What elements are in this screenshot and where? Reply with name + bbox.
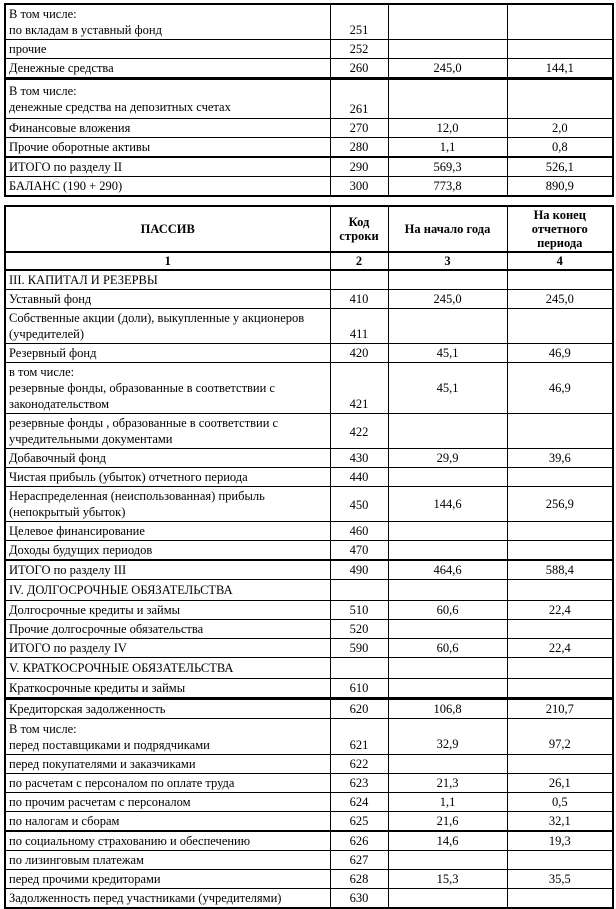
table-row bbox=[5, 774, 613, 793]
row-code-cell: 411 bbox=[330, 309, 388, 344]
table-row bbox=[5, 157, 613, 177]
row-label-cell bbox=[5, 719, 330, 755]
row-value-end-cell bbox=[507, 4, 613, 40]
header-line-code: Код строки bbox=[330, 206, 388, 252]
row-label-cell bbox=[5, 4, 330, 40]
row-label-cell bbox=[5, 774, 330, 793]
row-label-line: В том числе: bbox=[9, 84, 77, 98]
row-value-begin-cell bbox=[388, 522, 507, 541]
row-code-cell: 261 bbox=[330, 79, 388, 119]
row-label-line: V. КРАТКОСРОЧНЫЕ ОБЯЗАТЕЛЬСТВА bbox=[9, 661, 234, 675]
row-label-cell bbox=[5, 40, 330, 59]
row-code-cell: 622 bbox=[330, 755, 388, 774]
table-row bbox=[5, 755, 613, 774]
row-label-cell bbox=[5, 639, 330, 658]
row-code-cell: 251 bbox=[330, 4, 388, 40]
row-label-line: Целевое финансирование bbox=[9, 524, 145, 538]
table-row bbox=[5, 468, 613, 487]
row-value-begin-cell: 464,6 bbox=[388, 560, 507, 580]
table-row bbox=[5, 119, 613, 138]
row-label-cell bbox=[5, 699, 330, 719]
table-row bbox=[5, 4, 613, 40]
row-value-begin-cell bbox=[388, 658, 507, 679]
row-label-line: Добавочный фонд bbox=[9, 451, 107, 465]
row-label-line: по лизинговым платежам bbox=[9, 853, 144, 867]
row-label-line: Кредиторская задолженность bbox=[9, 702, 166, 716]
row-value-end-cell: 0,5 bbox=[507, 793, 613, 812]
row-label-line: Собственные акции (доли), выкупленные у акционеров bbox=[9, 311, 305, 325]
row-label-line: Задолженность перед участниками (учредителями) bbox=[9, 891, 282, 905]
row-label-line: III. КАПИТАЛ И РЕЗЕРВЫ bbox=[9, 273, 158, 287]
row-code-cell: 290 bbox=[330, 157, 388, 177]
row-value-begin-cell: 29,9 bbox=[388, 449, 507, 468]
row-value-end-cell bbox=[507, 522, 613, 541]
row-label-cell bbox=[5, 290, 330, 309]
row-label-line: Чистая прибыль (убыток) отчетного периода bbox=[9, 470, 248, 484]
table-row bbox=[5, 601, 613, 620]
row-code-cell: 252 bbox=[330, 40, 388, 59]
row-value-end-cell bbox=[507, 40, 613, 59]
row-code-cell: 420 bbox=[330, 344, 388, 363]
table-row bbox=[5, 344, 613, 363]
row-value-begin-cell bbox=[388, 468, 507, 487]
table-row bbox=[5, 177, 613, 197]
table-row bbox=[5, 870, 613, 889]
table-row bbox=[5, 290, 613, 309]
table-row bbox=[5, 522, 613, 541]
row-label-cell bbox=[5, 138, 330, 158]
row-value-end-cell: 2,0 bbox=[507, 119, 613, 138]
row-code-cell: 490 bbox=[330, 560, 388, 580]
row-value-end-cell: 26,1 bbox=[507, 774, 613, 793]
row-label-line: по налогам и сборам bbox=[9, 814, 120, 828]
row-value-end-cell: 144,1 bbox=[507, 59, 613, 79]
row-label-line: В том числе: bbox=[9, 721, 77, 736]
row-label-line: Прочие долгосрочные обязательства bbox=[9, 622, 204, 636]
row-value-begin-cell: 14,6 bbox=[388, 831, 507, 851]
row-label-line: законодательством bbox=[9, 397, 110, 411]
row-value-begin-cell: 1,1 bbox=[388, 138, 507, 158]
table-row bbox=[5, 309, 613, 344]
row-code-cell: 623 bbox=[330, 774, 388, 793]
row-value-end-cell: 22,4 bbox=[507, 639, 613, 658]
row-label-cell bbox=[5, 344, 330, 363]
row-value-begin-cell bbox=[388, 755, 507, 774]
row-value-begin-cell: 569,3 bbox=[388, 157, 507, 177]
assets-table-fragment bbox=[4, 3, 614, 197]
row-label-line: прочие bbox=[9, 42, 47, 56]
row-value-begin-cell: 144,6 bbox=[388, 487, 507, 522]
row-value-end-cell bbox=[507, 79, 613, 119]
row-label-cell bbox=[5, 157, 330, 177]
header-begin-of-year: На начало года bbox=[388, 206, 507, 252]
header-passiv: ПАССИВ bbox=[5, 206, 330, 252]
table-row bbox=[5, 487, 613, 522]
row-value-end-cell bbox=[507, 541, 613, 561]
row-label-cell bbox=[5, 522, 330, 541]
row-value-end-cell bbox=[507, 414, 613, 449]
row-code-cell bbox=[330, 658, 388, 679]
row-value-end-cell: 19,3 bbox=[507, 831, 613, 851]
row-label-cell bbox=[5, 755, 330, 774]
row-label-cell bbox=[5, 831, 330, 851]
row-label-line: Нераспределенная (неиспользованная) прибыль bbox=[9, 489, 265, 503]
row-code-cell bbox=[330, 270, 388, 290]
table-row bbox=[5, 831, 613, 851]
row-label-line: по вкладам в уставный фонд bbox=[9, 23, 162, 37]
row-label-cell bbox=[5, 580, 330, 601]
row-label-line: перед поставщиками и подрядчиками bbox=[9, 737, 210, 752]
table-row bbox=[5, 699, 613, 719]
row-label-cell bbox=[5, 309, 330, 344]
table-row bbox=[5, 620, 613, 639]
row-label-cell bbox=[5, 620, 330, 639]
row-label-cell bbox=[5, 177, 330, 197]
row-label-line: Прочие оборотные активы bbox=[9, 140, 151, 154]
row-code-cell: 520 bbox=[330, 620, 388, 639]
row-code-cell: 280 bbox=[330, 138, 388, 158]
row-label-line: Денежные средства bbox=[9, 61, 114, 75]
row-code-cell: 621 bbox=[330, 719, 388, 755]
row-code-cell: 270 bbox=[330, 119, 388, 138]
row-value-end-cell bbox=[507, 679, 613, 699]
row-label-line: Краткосрочные кредиты и займы bbox=[9, 681, 186, 695]
row-code-cell: 625 bbox=[330, 812, 388, 832]
row-code-cell: 460 bbox=[330, 522, 388, 541]
row-value-end-cell bbox=[507, 755, 613, 774]
table-row bbox=[5, 889, 613, 909]
table-row bbox=[5, 793, 613, 812]
row-label-cell bbox=[5, 541, 330, 561]
row-label-line: Доходы будущих периодов bbox=[9, 543, 153, 557]
row-label-line: по расчетам с персоналом по оплате труда bbox=[9, 776, 235, 790]
row-value-begin-cell: 60,6 bbox=[388, 639, 507, 658]
row-label-line: IV. ДОЛГОСРОЧНЫЕ ОБЯЗАТЕЛЬСТВА bbox=[9, 583, 233, 597]
column-number-1: 1 bbox=[5, 252, 330, 270]
row-value-end-cell: 46,9 bbox=[507, 344, 613, 363]
row-label-line: Уставный фонд bbox=[9, 292, 92, 306]
row-code-cell: 630 bbox=[330, 889, 388, 909]
row-value-begin-cell: 45,1 bbox=[388, 344, 507, 363]
row-label-cell bbox=[5, 59, 330, 79]
header-end-of-period: На конец отчетного периода bbox=[507, 206, 613, 252]
row-code-cell: 626 bbox=[330, 831, 388, 851]
row-label-line: по социальному страхованию и обеспечению bbox=[9, 834, 251, 848]
column-number-3: 3 bbox=[388, 252, 507, 270]
row-value-begin-cell bbox=[388, 679, 507, 699]
row-label-cell bbox=[5, 363, 330, 414]
row-label-line: (непокрытый убыток) bbox=[9, 505, 126, 519]
row-label-cell bbox=[5, 601, 330, 620]
row-value-end-cell: 22,4 bbox=[507, 601, 613, 620]
row-code-cell: 620 bbox=[330, 699, 388, 719]
row-value-begin-cell bbox=[388, 79, 507, 119]
table-row bbox=[5, 812, 613, 832]
table-row bbox=[5, 270, 613, 290]
row-label-cell bbox=[5, 270, 330, 290]
row-value-begin-cell: 773,8 bbox=[388, 177, 507, 197]
row-label-cell bbox=[5, 414, 330, 449]
row-label-cell bbox=[5, 487, 330, 522]
row-label-cell bbox=[5, 119, 330, 138]
row-label-line: ИТОГО по разделу IV bbox=[9, 641, 127, 655]
table-row bbox=[5, 79, 613, 119]
row-label-line: в том числе: bbox=[9, 365, 75, 379]
row-label-cell bbox=[5, 658, 330, 679]
row-value-end-cell: 210,7 bbox=[507, 699, 613, 719]
table-row bbox=[5, 541, 613, 561]
row-value-end-cell: 32,1 bbox=[507, 812, 613, 832]
row-value-begin-cell: 21,3 bbox=[388, 774, 507, 793]
row-label-cell bbox=[5, 812, 330, 832]
row-value-end-cell: 245,0 bbox=[507, 290, 613, 309]
row-value-end-cell: 256,9 bbox=[507, 487, 613, 522]
row-value-begin-cell: 245,0 bbox=[388, 59, 507, 79]
table-row bbox=[5, 59, 613, 79]
row-value-end-cell: 526,1 bbox=[507, 157, 613, 177]
row-label-cell bbox=[5, 679, 330, 699]
row-value-begin-cell: 21,6 bbox=[388, 812, 507, 832]
row-code-cell: 422 bbox=[330, 414, 388, 449]
row-value-begin-cell bbox=[388, 414, 507, 449]
table-row bbox=[5, 560, 613, 580]
row-code-cell: 260 bbox=[330, 59, 388, 79]
row-value-end-cell bbox=[507, 270, 613, 290]
row-value-begin-cell: 45,1 bbox=[388, 363, 507, 414]
row-label-line: денежные средства на депозитных счетах bbox=[9, 100, 231, 114]
row-code-cell: 300 bbox=[330, 177, 388, 197]
row-value-end-cell: 97,2 bbox=[507, 719, 613, 755]
row-code-cell: 590 bbox=[330, 639, 388, 658]
row-value-begin-cell bbox=[388, 620, 507, 639]
column-number-row bbox=[5, 252, 613, 270]
row-value-end-cell bbox=[507, 889, 613, 909]
row-label-line: В том числе: bbox=[9, 7, 77, 21]
table-row bbox=[5, 580, 613, 601]
row-code-cell: 628 bbox=[330, 870, 388, 889]
row-label-cell bbox=[5, 870, 330, 889]
row-code-cell: 450 bbox=[330, 487, 388, 522]
row-label-line: учредительными документами bbox=[9, 432, 173, 446]
row-value-begin-cell bbox=[388, 270, 507, 290]
row-value-begin-cell: 245,0 bbox=[388, 290, 507, 309]
table-row bbox=[5, 449, 613, 468]
row-label-line: Резервный фонд bbox=[9, 346, 97, 360]
table-row bbox=[5, 719, 613, 755]
table-row bbox=[5, 658, 613, 679]
row-code-cell: 440 bbox=[330, 468, 388, 487]
row-label-line: Долгосрочные кредиты и займы bbox=[9, 603, 181, 617]
column-number-4: 4 bbox=[507, 252, 613, 270]
row-value-begin-cell: 106,8 bbox=[388, 699, 507, 719]
row-value-end-cell bbox=[507, 309, 613, 344]
row-value-begin-cell bbox=[388, 40, 507, 59]
row-label-line: перед прочими кредиторами bbox=[9, 872, 161, 886]
row-label-line: ИТОГО по разделу III bbox=[9, 563, 127, 577]
table-row bbox=[5, 679, 613, 699]
row-value-end-cell bbox=[507, 620, 613, 639]
row-value-begin-cell bbox=[388, 851, 507, 870]
row-code-cell: 627 bbox=[330, 851, 388, 870]
row-code-cell: 510 bbox=[330, 601, 388, 620]
row-value-begin-cell bbox=[388, 580, 507, 601]
row-label-line: резервные фонды, образованные в соответствии с bbox=[9, 381, 275, 395]
row-value-begin-cell: 1,1 bbox=[388, 793, 507, 812]
row-value-begin-cell: 60,6 bbox=[388, 601, 507, 620]
row-value-end-cell: 39,6 bbox=[507, 449, 613, 468]
row-value-begin-cell bbox=[388, 889, 507, 909]
row-label-line: резервные фонды , образованные в соответствии с bbox=[9, 416, 279, 430]
table-row bbox=[5, 639, 613, 658]
row-label-line: БАЛАНС (190 + 290) bbox=[9, 179, 123, 193]
row-value-begin-cell bbox=[388, 309, 507, 344]
row-label-cell bbox=[5, 889, 330, 909]
row-value-begin-cell bbox=[388, 4, 507, 40]
row-value-end-cell: 35,5 bbox=[507, 870, 613, 889]
row-value-end-cell: 0,8 bbox=[507, 138, 613, 158]
row-label-line: перед покупателями и заказчиками bbox=[9, 757, 196, 771]
row-value-begin-cell: 12,0 bbox=[388, 119, 507, 138]
row-code-cell bbox=[330, 580, 388, 601]
row-value-end-cell: 890,9 bbox=[507, 177, 613, 197]
row-value-end-cell bbox=[507, 468, 613, 487]
row-code-cell: 421 bbox=[330, 363, 388, 414]
row-value-end-cell: 46,9 bbox=[507, 363, 613, 414]
table-row bbox=[5, 40, 613, 59]
table-row bbox=[5, 414, 613, 449]
row-label-line: (учредителей) bbox=[9, 327, 85, 341]
table-row bbox=[5, 138, 613, 158]
row-value-begin-cell: 15,3 bbox=[388, 870, 507, 889]
row-code-cell: 410 bbox=[330, 290, 388, 309]
row-label-cell bbox=[5, 560, 330, 580]
row-code-cell: 470 bbox=[330, 541, 388, 561]
row-value-end-cell bbox=[507, 658, 613, 679]
row-label-cell bbox=[5, 449, 330, 468]
row-value-begin-cell bbox=[388, 541, 507, 561]
row-label-line: Финансовые вложения bbox=[9, 121, 131, 135]
table-row bbox=[5, 851, 613, 870]
row-label-line: по прочим расчетам с персоналом bbox=[9, 795, 191, 809]
row-value-end-cell: 588,4 bbox=[507, 560, 613, 580]
row-label-cell bbox=[5, 851, 330, 870]
table-row bbox=[5, 363, 613, 414]
row-value-end-cell bbox=[507, 580, 613, 601]
row-value-end-cell bbox=[507, 851, 613, 870]
table-header-row bbox=[5, 206, 613, 252]
row-label-cell bbox=[5, 79, 330, 119]
liabilities-table bbox=[4, 205, 614, 909]
row-code-cell: 610 bbox=[330, 679, 388, 699]
row-code-cell: 624 bbox=[330, 793, 388, 812]
row-code-cell: 430 bbox=[330, 449, 388, 468]
row-label-cell bbox=[5, 468, 330, 487]
row-label-line: ИТОГО по разделу II bbox=[9, 160, 123, 174]
row-value-begin-cell: 32,9 bbox=[388, 719, 507, 755]
row-label-cell bbox=[5, 793, 330, 812]
column-number-2: 2 bbox=[330, 252, 388, 270]
